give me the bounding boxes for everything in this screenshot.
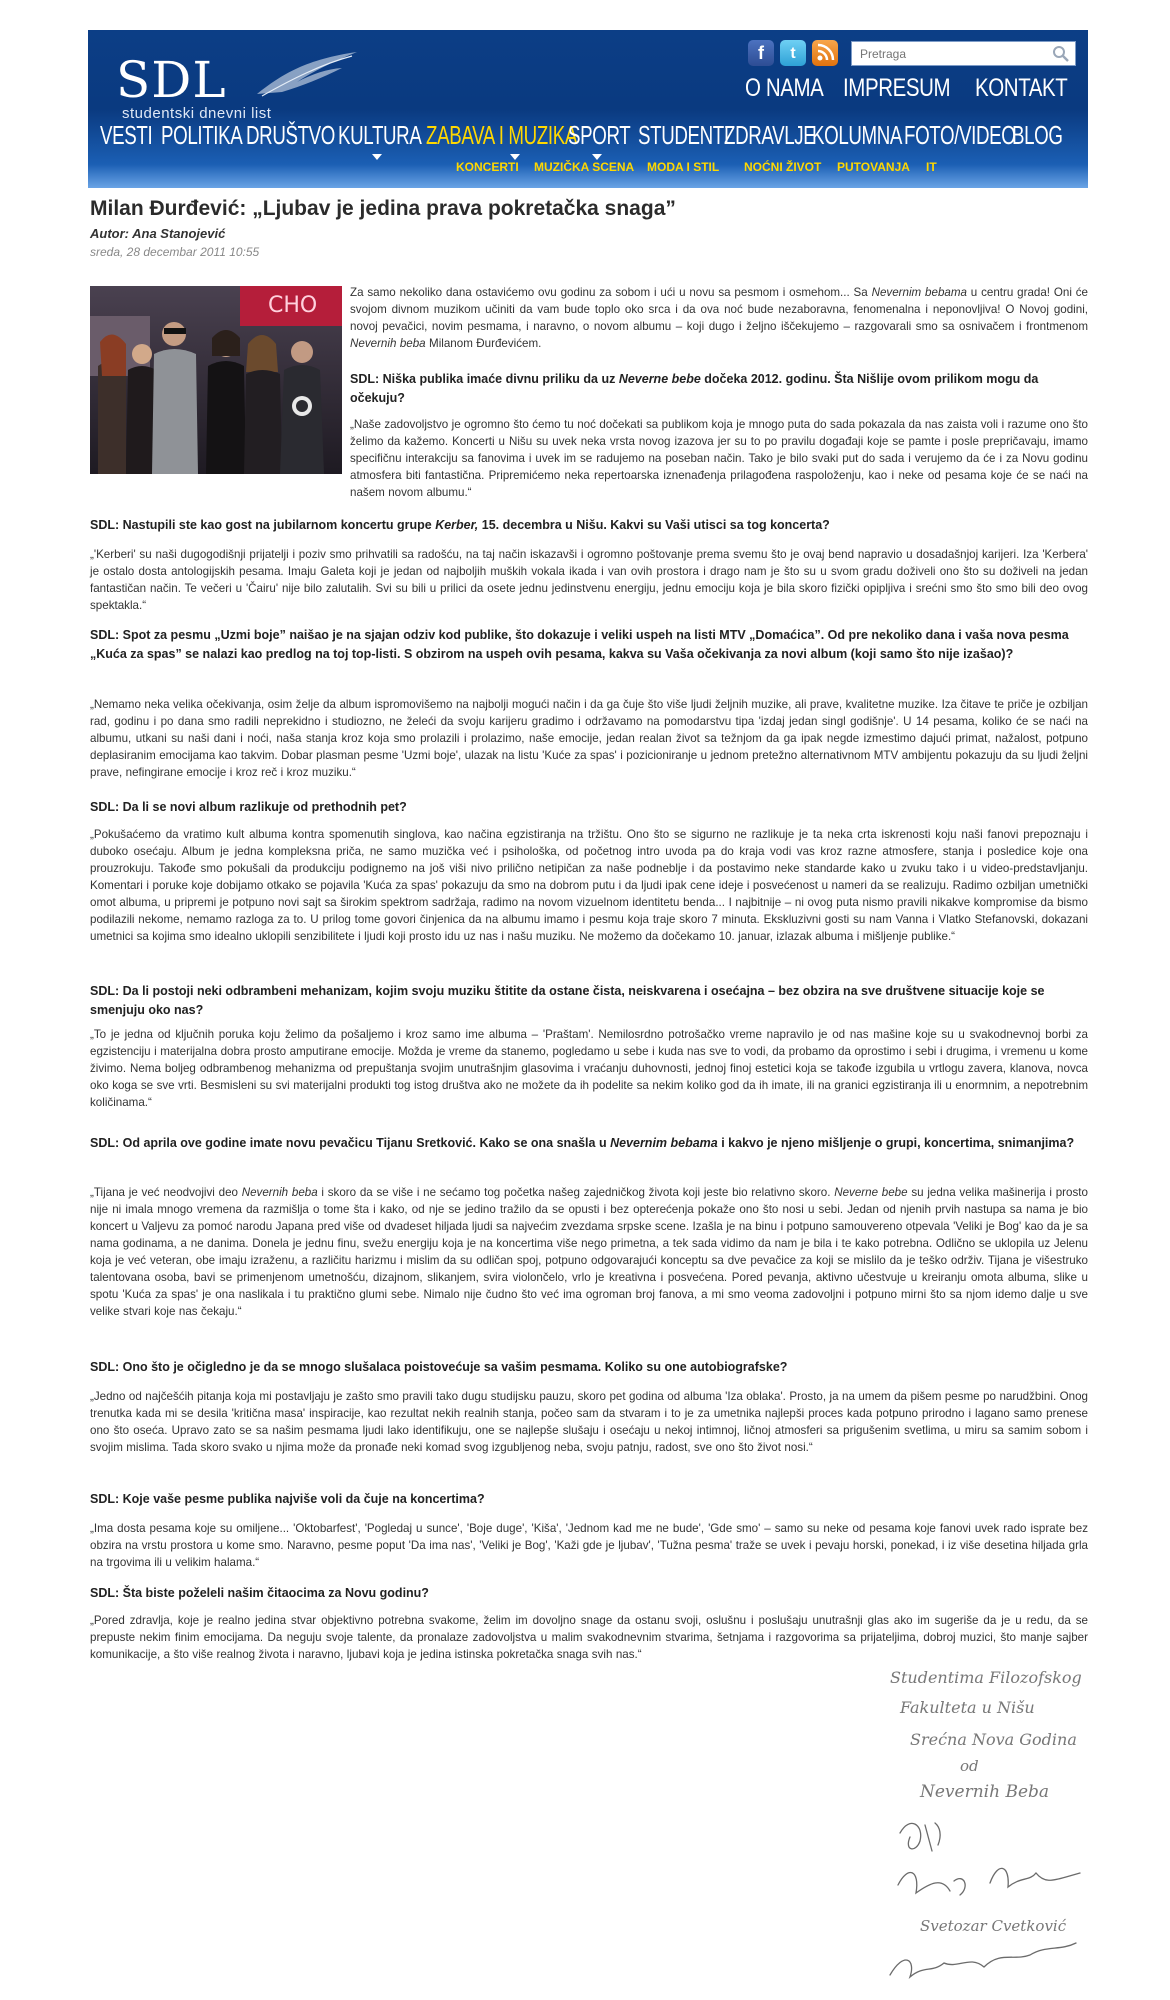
nav-item-politika[interactable]: POLITIKA: [161, 120, 243, 150]
nav-item-sport[interactable]: SPORT: [568, 120, 631, 150]
answer-4: „Pokušaćemo da vratimo kult albuma kontra spomenutih singlova, kao načina egzistiranja na tržištu. Ono što se sigurno ne razlikuje je ta neka crta iskrenosti koju naši fanovi prepoznaju i duboko osećaju. Album je jedna kompleksna priča, ne samo muzička već i psihološka, od početnog intro uvoda pa do kraja vodi vas kroz razne atmosfere, stanja i posledice koje ona prouzrokuju. Takođe smo pokušali da produkciju podignemo na još viši nivo prilično netipičan za naše podneblje i da postavimo neke standarde kako u zvuku tako i u video-predstavljanju. Komentari i poruke koje dobijamo otkako se pojavila 'Kuća za spas' pokazuju da smo na dobrom putu i da ljudi ipak cene ideje i posvećenost u nameri da se realizuju. Radimo ozbiljan umetnički omot albuma, u pripremi je potpuno novi sajt sa širokim spektrom sadržaja, radimo na novom vizuelnom identitetu benda... I najbitnije – ni ovog puta nismo pravili nikakve kompromise da bismo podilazili nekome, nemamo razloga za to. U prilog tome govori činjenica da na albumu imamo i pesmu koja traje skoro 7 minuta. Ekskluzivni gosti su nam Vanna i Vlatko Stefanovski, dokazani umetnici sa kojima smo idealno uklopili senzibilitete i ljudi koji prosto idu uz nas i našu muziku. Ne možemo da dočekamo 10. januar, izlazak albuma i mišljenje publike.“: [90, 828, 1088, 943]
facebook-icon[interactable]: f: [748, 40, 774, 66]
article-date: sreda, 28 decembar 2011 10:55: [90, 245, 260, 259]
svg-text:Studentima Filozofskog: Studentima Filozofskog: [890, 1668, 1082, 1687]
nav-item-foto-video[interactable]: FOTO/VIDEO: [904, 120, 1016, 150]
svg-text:od: od: [960, 1757, 979, 1775]
subnav-item-nocni-zivot[interactable]: NOĆNI ŽIVOT: [744, 160, 822, 174]
search-icon[interactable]: [1052, 45, 1070, 63]
photo-sign-text: CHO: [268, 293, 318, 318]
answer-6: „Tijana je već neodvojivi deo Nevernih beba i skoro da se više i ne sećamo tog početka našeg zajedničkog života koji jeste bio relativno skoro. Neverne bebe su jedna velika mašinerija i prosto nije ni imala mnogo vremena da razmišlja o tome šta i kako, od nje se jedino tražilo da se opusti i bez opterećenja pokaže ono što nosi u sebi. Jedan od njenih prvih nastupa sa nama je bio koncert u Valjevu za pomoć narodu Japana pred više od dvadeset hiljada ljudi sa najvećim zvezdama srpske scene. Izašla je na binu i potpuno samouvereno otpevala 'Veliki je Bog' kao da je sa nama godinama, a ne danima. Donela je jednu finu, svežu energiju koja je na koncertima više nego primetna, a tek sada vidimo da nam je bila i te kako potrebna. Odlično se uklopila uz Jelenu koja je već veteran, obe imaju izraženu, a različitu harizmu i mislim da su odličan spoj, potpuno odgovarajući konceptu sa dve pevačice za koji se mislilo da je teško održiv. Tijana je višestruko talentovana osoba, bavi se primenjenom umetnošću, dizajnom, slikanjem, svira violončelo, vrlo je kreativna i posvećena. Pored pevanja, aktivno učestvuje u kreiranju omota albuma, slike u spotu 'Kuća za spas' je ona naslikala i tu praktično glumi sebe. Nimalo nije čudno što već ima ogroman broj fanova, a mi smo veoma zadovoljni i potpuno mirni što sa njom idemo dalje u sve velike stvari koje nas čekaju.“: [90, 1186, 1088, 1318]
handwritten-signature-note: [880, 1655, 1150, 1995]
question-2: SDL: Nastupili ste kao gost na jubilarnom koncertu grupe Kerber, 15. decembra u Nišu. Kakvi su Vaši utisci sa tog koncerta?: [90, 518, 830, 532]
rss-icon[interactable]: [812, 40, 838, 66]
article-intro: Za samo nekoliko dana ostavićemo ovu godinu za sobom i ući u novu sa pesmom i osmehom... Sa Nevernim bebama u centru grada! Oni će svojom divnom muzikom učiniti da vam bude toplo oko srca i da ova noć bude nezaboravna, fenomenalna i neponovljiva! O Novoj godini, novoj pevačici, novim pesmama, i naravno, o novom albumu – koji dugo i željno iščekujemo – razgovarali smo sa osnivačem i frontmenom Nevernih beba Milanom Đurđevićem.: [350, 286, 1088, 350]
sub-nav: [88, 160, 1088, 180]
answer-5: „To je jedna od ključnih poruka koju želimo da pošaljemo i kroz samo ime albuma – 'Praštam'. Nemilosrdno potrošačko vreme napravilo je od nas mašine koje su u svakodnevnoj borbi za egzistenciju i materijalna dobra prosto amputirane emocije. Možda je vreme da stanemo, pogledamo u sebe i kuda nas sve to vodi, da probamo da oprostimo i sebi i drugima, i vremenu u kome živimo. Nema boljeg odbrambenog mehanizma od prepuštanja svojim unutrašnjim glasovima i vraćanju duhovnosti, jednoj finoj estetici koja se takođe izgubila u vrtlogu zavera, klanova, novca oko koga se sve vrti. Besmisleni su svi materijalni produkti tog istog društva ako ne možete da ih podelite sa nekim koliko god da ih imate, ili na granici egzistiranja ili u enormnim, a nepotrebnim količinama.“: [90, 1028, 1088, 1109]
top-link-impresum[interactable]: IMPRESUM: [842, 74, 950, 102]
article-author: Autor: Ana Stanojević: [90, 226, 226, 241]
svg-text:Svetozar Cvetković: Svetozar Cvetković: [920, 1917, 1067, 1935]
question-3: SDL: Spot za pesmu „Uzmi boje” naišao je na sjajan odziv kod publike, što dokazuje i veliki uspeh na listi MTV „Domaćica”. Od pre nekoliko dana i vaša nova pesma „Kuća za spas” se nalazi kao predlog na toj top-listi. S obzirom na uspeh ovih pesama, kakva su Vaša očekivanja za novi album (koji samo što nije izašao)?: [90, 628, 1069, 661]
question-5: SDL: Da li postoji neki odbrambeni mehanizam, kojim svoju muziku štitite da ostane čista, neiskvarena i osećajna – bez obzira na sve društvene situacije koje se smenjuju oko nas?: [90, 984, 1045, 1017]
answer-3: „Nemamo neka velika očekivanja, osim želje da album ispromovišemo na najbolji mogući način i da ga čuje što više ljudi željnih muzike, ali prave, kvalitetne muzike. Iza čitave te priče je ozbiljan rad, godinu i po dana smo radili neprekidno i studiozno, ne želeći da svoju karijeru gradimo i održavamo na pomodarstvu tipa 'izdaj jedan singl godišnje'. U 14 pesama, koliko će se naći na albumu, utkani su naši dani i noći, naša stanja kroz koja smo prolazili i prolazimo, naše emocije, jedan realan život sa težnjom da ga ipak negde izmestimo dajući primat, nažalost, potpuno deplasiranim emocijama kao takvim. Dobar plasman pesme 'Uzmi boje', ulazak na listu 'Kuće za spas' i pozicioniranje u jednom pretežno alternativnom MTV ambijentu pokazuju da su ljudi željni prave, nefingirane emocije i kroz reč i kroz muziku.“: [90, 698, 1088, 779]
band-photo: [90, 286, 342, 474]
subnav-item-moda-i-stil[interactable]: MODA I STIL: [647, 160, 720, 174]
answer-9: „Pored zdravlja, koje je realno jedina stvar objektivno potrebna svakome, želim im dovoljno snage da ostanu svoji, oslušnu i poslušaju unutrašnji glas ako im sugeriše da je u redu, da se prepuste nekim finim emocijama. Da neguju svoje talente, da pronalaze zadovoljstva u malim svakodnevnim stvarima, šetnjama i razgovorima sa prijateljima, dobroj muzici, što manje sajber komunikacije, a što više realnog života i naravno, ljubavi koja je jedina istinska pokretačka snaga svih nas.“: [90, 1614, 1088, 1661]
site-header: [88, 30, 1088, 188]
quill-wing-icon: [252, 44, 362, 104]
svg-text:Srećna Nova Godina: Srećna Nova Godina: [910, 1730, 1077, 1749]
question-8: SDL: Koje vaše pesme publika najviše voli da čuje na koncertima?: [90, 1492, 485, 1506]
nav-item-studenti[interactable]: STUDENTI: [638, 120, 729, 150]
nav-item-blog[interactable]: BLOG: [1012, 120, 1063, 150]
question-1: SDL: Niška publika imaće divnu priliku da uz Neverne bebe dočeka 2012. godinu. Šta Nišlije ovom prilikom mogu da očekuju?: [350, 372, 1039, 405]
logo-subtitle: studentski dnevni list: [122, 105, 272, 122]
logo-text: SDL: [116, 51, 227, 109]
main-nav: [98, 120, 1078, 160]
twitter-icon[interactable]: t: [780, 40, 806, 66]
answer-1: „Naše zadovoljstvo je ogromno što ćemo tu noć dočekati sa publikom koja je mnogo puta do sada pokazala da nas zaista voli i razume ono što želimo da kažemo. Koncerti u Nišu su uvek neka vrsta novog izazova jer su to po pravilu događaji koje se pamte i posle prepričavaju, imamo specifičnu interakciju sa fanovima i uvek im se radujemo na poseban način. Tako je bilo svaki put do sada i verujemo da će i za Novu godinu atmosfera biti fantastična. Pripremićemo neka repertoarska iznenađenja prilagođena raspoloženju, kao i neke od pesama koje će se naći na našem novom albumu.“: [350, 418, 1088, 499]
nav-item-zdravlje[interactable]: ZDRAVLJE: [724, 120, 816, 150]
top-links: [745, 74, 1074, 103]
nav-item-drustvo[interactable]: DRUŠTVO: [246, 120, 336, 150]
svg-text:Nevernih Beba: Nevernih Beba: [920, 1782, 1050, 1802]
site-logo[interactable]: [102, 42, 312, 122]
question-9: SDL: Šta biste poželeli našim čitaocima za Novu godinu?: [90, 1586, 429, 1600]
subnav-item-putovanja[interactable]: PUTOVANJA: [837, 160, 910, 174]
nav-item-vesti[interactable]: VESTI: [100, 120, 153, 150]
nav-item-zabava-i-muzika[interactable]: ZABAVA I MUZIKA: [426, 120, 577, 150]
svg-text:Fakulteta u Nišu: Fakulteta u Nišu: [900, 1698, 1035, 1717]
nav-item-kolumna[interactable]: KOLUMNA: [812, 120, 903, 150]
top-link-kontakt[interactable]: KONTAKT: [975, 74, 1068, 102]
answer-2: „'Kerberi' su naši dugogodišnji prijatelji i poziv smo prihvatili sa radošću, na taj način iskazavši i ogromno poštovanje prema svemu što je ovaj bend napravio u dosadašnjoj karijeri. Iza 'Kerbera' je ostalo dosta antologijskih pesama. Imaju Galeta koji je jedan od najboljih muških vokala ikada i van ovih prostora i drago nam je što su u svom gradu doživeli ono što su doživeli na jedan fantastičan način. Te večeri u 'Čairu' nije bilo zalutalih. Svi su bili u prilici da osete jednu jedinstvenu energiju, jednu emociju koja je bila skoro fizički opipljiva i srećni smo što smo bili deo ovog spektakla.“: [90, 548, 1088, 612]
question-7: SDL: Ono što je očigledno je da se mnogo slušalaca poistovećuje sa vašim pesmama. Koliko su one autobiografske?: [90, 1360, 788, 1374]
social-links: [748, 40, 838, 66]
answer-7: „Jedno od najčešćih pitanja koja mi postavljaju je zašto smo pravili tako dugu studijsku pauzu, skoro pet godina od albuma 'Iza oblaka'. Prosto, ja na umem da pišem pesme po narudžbini. Onog trenutka kada mi se desila 'kritična masa' inspiracije, kao rezultat nekih realnih stanja, počeo sam da stvaram i to je za umetnika najlepši proces kada potpuno prirodno i lagano samo prenese ono što oseća. Upravo zato se sa našim pesmama ljudi lako identifikuju, one se najlepše slušaju i osećaju u nekoj intimnoj, ličnoj atmosferi sa prigušenim svetlima, u miru sa samim sobom i svojim mislima. Tada skoro svako u njima može da pronađe neki komad svog izgubljenog neba, svoju patnju, radost, sve ono što život nosi.“: [90, 1390, 1088, 1454]
article-title: Milan Đurđević: „Ljubav je jedina prava pokretačka snaga”: [90, 197, 676, 220]
answer-8: „Ima dosta pesama koje su omiljene... 'Oktobarfest', 'Pogledaj u sunce', 'Boje duge', 'Kiša', 'Jednom kad me ne bude', 'Gde smo' – samo su neke od pesama koje fanovi uvek rado isprate bez obzira na vrstu prostora u kome smo. Naravno, pesme poput 'Da ima nas', 'Veliki je Bog', 'Kaži gde je ljubav', 'Tužna pesma' traže se uvek i pevaju horski, ponekad, i iz više desetina hiljada grla na trgovima ili u velikim halama.“: [90, 1522, 1088, 1569]
question-4: SDL: Da li se novi album razlikuje od prethodnih pet?: [90, 800, 407, 814]
subnav-item-muzicka-scena[interactable]: MUZIČKA SCENA: [534, 160, 635, 174]
question-6: SDL: Od aprila ove godine imate novu pevačicu Tijanu Sretković. Kako se ona snašla u Nevernim bebama i kakvo je njeno mišljenje o grupi, koncertima, snimanjima?: [90, 1136, 1075, 1150]
subnav-item-it[interactable]: IT: [926, 160, 937, 174]
subnav-item-koncerti[interactable]: KONCERTI: [456, 160, 519, 174]
nav-item-kultura[interactable]: KULTURA: [338, 120, 422, 150]
search-input[interactable]: [852, 42, 1042, 65]
top-link-o-nama[interactable]: O NAMA: [744, 74, 824, 102]
search-box: [851, 41, 1076, 66]
